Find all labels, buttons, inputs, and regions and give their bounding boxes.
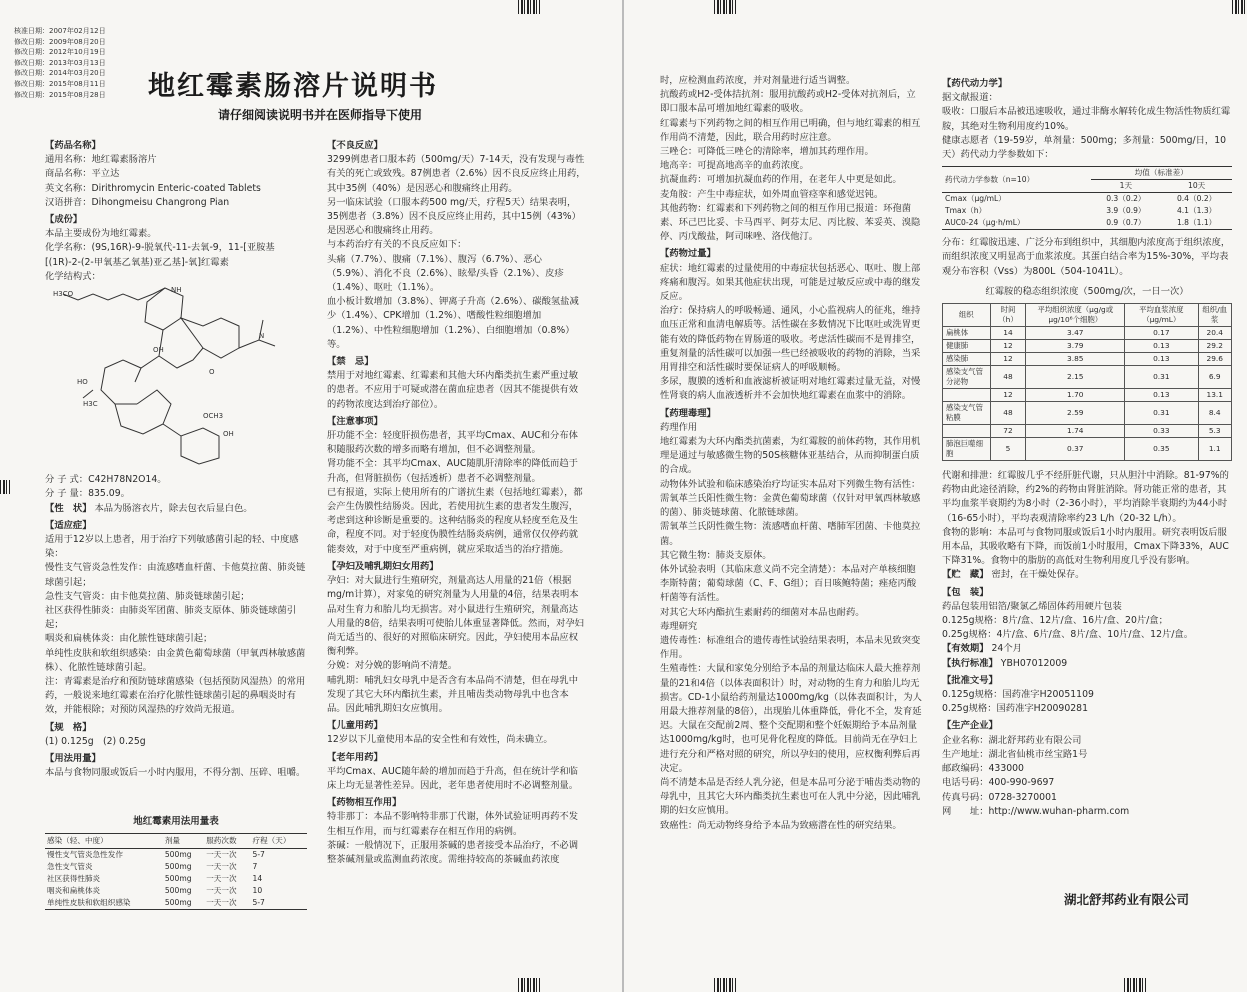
table-cell: 0.35 bbox=[1125, 438, 1198, 461]
table-row bbox=[943, 366, 1232, 389]
revision-date: 修改日期：2013年03月13日 bbox=[14, 58, 106, 67]
text-line: 需氧革兰氏阳性微生物：金黄色葡萄球菌（仅针对甲氧西林敏感的菌）、肺炎链球菌、化脓链球菌。 bbox=[660, 492, 921, 519]
table-row bbox=[943, 340, 1232, 353]
text-line: 其他药物：红霉素和下列药物之间的相互作用已报道：环孢菌素、环己巴比妥、卡马西平、阿芬太尼、丙比胺、苯妥英、溴隐停、丙戊酸盐，阿司咪唑、洛伐他汀。 bbox=[660, 202, 921, 243]
table-row bbox=[943, 353, 1232, 366]
text-line: 本品与食物同服或饭后一小时内服用，不得分割、压碎、咀嚼。 bbox=[45, 767, 306, 779]
text-line: 多尿，腹膜的透析和血液滤析被证明对地红霉素过量无益，对慢性肾衰的病人血液透析并不会加快地红霉素在血浆中的消除。 bbox=[660, 376, 921, 402]
section-heading: 【 批准文号 】 bbox=[942, 674, 1232, 688]
table-cell: 1.8（1.1） bbox=[1161, 217, 1232, 230]
text-line: 企业名称：湖北舒邦药业有限公司 bbox=[942, 734, 1082, 746]
table-cell: 3.85 bbox=[1026, 353, 1125, 366]
text-line: YBH07012009 bbox=[1000, 657, 1068, 669]
svg-text:HO: HO bbox=[77, 378, 88, 387]
text-line: 麦角胺：产生中毒症状，如外周血管痉挛和感觉迟钝。 bbox=[660, 188, 884, 200]
table-header: 组织 bbox=[943, 304, 991, 327]
text-line: 0.25g规格：国药准字H20090281 bbox=[942, 703, 1088, 715]
text-line: 尚不清楚本品是否经人乳分泌，但是本品可分泌于哺齿类动物的母乳中，且其它大环内酯类抗生素也可在人乳中分泌，因此哺乳期的妇女应慎用。 bbox=[660, 776, 921, 817]
text-line: 肝功能不全：轻度肝损伤患者，其平均Cmax、AUC和分布体积随服药次数的增多而略有增加，但不必调整剂量。 bbox=[327, 430, 578, 456]
table-cell: 急性支气管炎 bbox=[47, 861, 93, 871]
revision-date: 修改日期：2015年08月11日 bbox=[14, 79, 106, 88]
text-line: 致癌性：尚无动物终身给予本品为致癌潜在性的研究结果。 bbox=[660, 819, 902, 831]
table-header: 剂量 bbox=[163, 833, 204, 848]
table-cell: 3.9（0.9） bbox=[1106, 206, 1146, 216]
text-line: (1) 0.125g (2) 0.25g bbox=[45, 735, 146, 747]
table-cell: 感染支气管粘膜 bbox=[943, 402, 991, 425]
dose-table-title: 地红霉素用法用量表 bbox=[133, 815, 219, 827]
text-line: 平均Cmax、AUC随年龄的增加而趋于升高，但在统计学和临床上均无显著性差异。因此，老年患者使用时不必调整剂量。 bbox=[327, 765, 579, 791]
text-line: 化学名称：(9S,16R)-9-脱氧代-11-去氧-9，11-[亚胺基[(1R)-2-(2-甲氧基乙氧基)亚乙基]-氧]红霉素 bbox=[45, 242, 275, 268]
section-heading: 【 性 状 】 bbox=[45, 503, 92, 514]
text-line: 社区获得性肺炎：由肺炎军团菌、肺炎支原体、肺炎链球菌引起； bbox=[45, 605, 297, 631]
revision-date: 修改日期：2012年10月19日 bbox=[14, 48, 106, 57]
text-line: 对其它大环内酯抗生素耐药的细菌对本品也耐药。 bbox=[660, 606, 865, 618]
text-line: 抗酸药或H2-受体拮抗剂：服用抗酸药或H2-受体对抗剂后，立即口服本品可增加地红霉素的吸收。 bbox=[660, 89, 916, 115]
table-cell: 0.17 bbox=[1125, 327, 1198, 340]
table-cell: 500mg bbox=[164, 873, 192, 883]
tissue-table-title: 红霉胺的稳态组织浓度（500mg/次，一日一次） bbox=[985, 285, 1189, 297]
svg-text:O: O bbox=[209, 368, 215, 377]
section-heading: 【 药代动力学 】 bbox=[942, 77, 1232, 91]
text-line: 本品为肠溶衣片，除去包衣后显白色。 bbox=[94, 502, 253, 514]
table-header: 平均组织浓度（μg/g或μg/10⁶个细胞） bbox=[1026, 304, 1125, 327]
table-row bbox=[943, 402, 1232, 425]
table-cell: 0.3（0.2） bbox=[1106, 194, 1146, 204]
barcode-mark bbox=[1232, 0, 1246, 14]
text-line: 哺乳期：哺乳妇女母乳中是否含有本品尚不清楚，但在母乳中发现了其它大环内酯抗生素，并且哺齿类动物母乳中也含本品。因此哺乳期妇女应慎用。 bbox=[327, 674, 579, 714]
table-cell bbox=[943, 425, 991, 438]
table-cell: 一天一次 bbox=[206, 849, 237, 859]
text-line: 与本药治疗有关的不良反应如下： bbox=[327, 239, 467, 251]
svg-text:OCH3: OCH3 bbox=[203, 412, 224, 421]
table-header: 10天 bbox=[1161, 180, 1232, 193]
revision-date: 修改日期：2014年03月20日 bbox=[14, 69, 106, 78]
table-cell: 500mg bbox=[164, 885, 192, 895]
text-line: 0.25g规格：4片/盒、6片/盒、8片/盒、10片/盒、12片/盒。 bbox=[942, 629, 1194, 641]
text-line: 据文献报道： bbox=[942, 92, 998, 104]
table-cell: 感染肺 bbox=[943, 353, 991, 366]
table-cell: 0.31 bbox=[1125, 366, 1198, 389]
company-name-footer: 湖北舒邦药业有限公司 bbox=[1064, 892, 1190, 907]
table-cell bbox=[943, 389, 991, 402]
text-line: 急性支气管炎：由卡他莫拉菌、肺炎链球菌引起； bbox=[45, 590, 250, 602]
svg-text:N: N bbox=[259, 332, 265, 341]
table-cell: 1.1 bbox=[1198, 438, 1232, 461]
svg-text:OH: OH bbox=[153, 346, 164, 355]
text-line: 红霉素与下列药物之间的相互作用已明确，但与地红霉素的相互作用尚不清楚，因此，联合用药时应注意。 bbox=[660, 117, 921, 143]
text-line: 适用于12岁以上患者，用于治疗下列敏感菌引起的轻、中度感染： bbox=[45, 534, 299, 560]
section-heading: 【 贮 藏 】 bbox=[942, 569, 989, 580]
table-cell: 0.9（0.7） bbox=[1091, 217, 1162, 230]
text-line: 遗传毒性：标准组合的遗传毒性试验结果表明，本品未见致突变作用。 bbox=[660, 634, 921, 661]
text-line: 症状：地红霉素的过量使用的中毒症状包括恶心、呕吐、腹上部疼痛和腹泻。如果其他症状出现，可能是过敏反应或中毒的继发反应。 bbox=[660, 262, 921, 303]
table-cell: 72 bbox=[990, 425, 1026, 438]
table-cell: 一天一次 bbox=[206, 861, 237, 871]
table-row bbox=[45, 897, 307, 910]
text-line: 汉语拼音：Dihongmeisu Changrong Pian bbox=[45, 196, 230, 208]
text-line: 3299例患者口服本药（500mg/天）7-14天，没有发现与毒性有关的死亡或致残。87例患者（2.6%）因不良反应终止用药，其中35例（40%）是因恶心和腹痛终止用药。 bbox=[327, 154, 586, 194]
text-line: 毒理研究 bbox=[660, 620, 698, 632]
text-line: 地红霉素为大环内酯类抗菌素，为红霉胺的前体药物，其作用机理是通过与敏感微生物的50S核糖体亚基结合，从而抑制蛋白质的合成。 bbox=[660, 436, 921, 476]
column-2 bbox=[327, 136, 587, 986]
text-line: 电话号码：400-990-9697 bbox=[942, 777, 1055, 789]
text-line: 孕妇：对大鼠进行生殖研究，剂量高达人用量的21倍（根据mg/m计算），对家兔的研究剂量为人用量的4倍，结果表明本品对生育力和胎儿均无损害。对小鼠进行生殖研究，剂量高达人用量的8倍，结果表明可使胎儿体重显著降低。然而，对孕妇尚无适当的、很好的对照临床研究。因此，孕妇使用本品应权衡利弊。 bbox=[327, 575, 584, 658]
text-line: 茶碱：一般情况下，正服用茶碱的患者接受本品治疗，不必调整茶碱剂量或监测血药浓度。需维持较高的茶碱血药浓度 bbox=[327, 839, 579, 865]
text-line: 慢性支气管炎急性发作：由流感嗜血杆菌、卡他莫拉菌、肺炎链球菌引起； bbox=[45, 562, 306, 588]
table-header: 服药次数 bbox=[204, 833, 250, 848]
text-line: 商品名称：平立达 bbox=[45, 168, 120, 180]
table-cell: 咽炎和扁桃体炎 bbox=[47, 885, 101, 895]
table-row bbox=[45, 873, 307, 885]
revision-dates bbox=[14, 26, 106, 100]
table-cell: 8.4 bbox=[1198, 402, 1232, 425]
table-cell: 5-7 bbox=[252, 849, 265, 859]
text-line: 食物的影响：本品可与食物同服或饭后1小时内服用。研究表明饭后服用本品，其吸收略有下降，而饭前1小时服用，Cmax下降33%，AUC下降31%。食物中的脂肪的高低对生物利用度几乎没有影响。 bbox=[942, 526, 1229, 567]
table-cell: 一天一次 bbox=[206, 873, 237, 883]
section-heading: 【 适应症 】 bbox=[45, 519, 307, 533]
table-row bbox=[943, 389, 1232, 402]
table-cell: 10 bbox=[252, 885, 263, 895]
text-line: 健康志愿者（19-59岁，单剂量：500mg；多剂量：500mg/日，10天）药代动力学参数如下： bbox=[942, 134, 1227, 161]
table-header: 疗程（天） bbox=[250, 833, 307, 848]
text-line: 化学结构式： bbox=[45, 270, 101, 282]
section-heading: 【 孕妇及哺乳期妇女用药 】 bbox=[327, 560, 587, 574]
text-line: 密封，在干燥处保存。 bbox=[991, 569, 1085, 581]
table-header: 平均血浆浓度（μg/mL） bbox=[1125, 304, 1198, 327]
table-header: 时间（h） bbox=[990, 304, 1026, 327]
text-line: 0.125g规格：8片/盒、12片/盒、16片/盒、20片/盒； bbox=[942, 615, 1168, 627]
table-cell: 500mg bbox=[164, 849, 192, 859]
revision-date: 修改日期：2015年08月28日 bbox=[14, 90, 106, 99]
table-cell: 0.13 bbox=[1125, 340, 1198, 353]
table-cell: 12 bbox=[990, 389, 1026, 402]
text-line: 分娩：对分娩的影响尚不清楚。 bbox=[327, 660, 458, 672]
table-cell: 5-7 bbox=[250, 897, 307, 910]
text-line: 邮政编码：433000 bbox=[942, 763, 1024, 775]
text-line: 血小板计数增加（3.8%）、钾离子升高（2.6%）、碳酸氢盐减少（1.4%）、CPK增加（1.2%）、嗜酸性粒细胞增加（1.2%）、中性粒细胞增加（1.2%）、白细胞增加（0.8%）等。 bbox=[327, 296, 579, 350]
text-line: 通用名称：地红霉素肠溶片 bbox=[45, 154, 157, 166]
text-line: 咽炎和扁桃体炎：由化脓性链球菌引起； bbox=[45, 633, 213, 645]
table-cell: 12 bbox=[990, 353, 1026, 366]
text-line: 禁用于对地红霉素、红霉素和其他大环内酯类抗生素严重过敏的患者。不应用于可疑或潜在菌血症患者（因其不能提供有效的药物浓度达到治疗部位）。 bbox=[327, 370, 579, 410]
text-line: 药品包装用铝箔/聚氯乙烯固体药用硬片包装 bbox=[942, 600, 1122, 612]
table-row bbox=[45, 885, 307, 897]
text-line: 12岁以下儿童使用本品的安全性和有效性，尚未确立。 bbox=[327, 734, 553, 746]
svg-text:H3C: H3C bbox=[83, 400, 98, 409]
table-cell: 0.37 bbox=[1026, 438, 1125, 461]
document-title: 地红霉素肠溶片说明书 bbox=[148, 71, 438, 102]
document-subtitle: 请仔细阅读说明书并在医师指导下使用 bbox=[218, 108, 423, 122]
table-cell: 20.4 bbox=[1198, 327, 1232, 340]
section-heading: 【 有效期 】 bbox=[942, 643, 989, 654]
table-row bbox=[45, 848, 307, 861]
text-line: 单纯性皮肤和软组织感染：由金黄色葡萄球菌（甲氧西林敏感菌株）、化脓性链球菌引起。 bbox=[45, 647, 306, 673]
table-cell: 29.2 bbox=[1198, 340, 1232, 353]
table-cell: 0.13 bbox=[1125, 353, 1198, 366]
section-heading: 【 成份 】 bbox=[45, 213, 307, 227]
text-line: 药理作用 bbox=[660, 421, 698, 433]
table-cell: 0.4（0.2） bbox=[1176, 194, 1217, 204]
text-line: 特非那丁：本品不影响特非那丁代谢，体外试验证明再药不发生相互作用，而与红霉素存在相互作用的病例。 bbox=[327, 811, 579, 837]
table-header: 感染（轻、中度） bbox=[45, 833, 163, 848]
section-heading: 【 包 装 】 bbox=[942, 586, 1232, 600]
revision-date: 修改日期：2009年08月20日 bbox=[14, 37, 106, 46]
column-1 bbox=[45, 136, 307, 986]
section-heading: 【 药品名称 】 bbox=[45, 139, 307, 153]
text-line: 网 址：http://www.wuhan-pharm.com bbox=[942, 805, 1130, 817]
text-line: 吸收：口服后本品被迅速吸收，通过非酶水解转化成生物活性物质红霉胺，其绝对生物利用度约10%。 bbox=[942, 106, 1231, 132]
table-header: 组织/血浆 bbox=[1198, 304, 1232, 327]
text-line: 三唑仑：可降低三唑仑的清除率，增加其药理作用。 bbox=[660, 146, 874, 158]
table-cell: 0.31 bbox=[1125, 402, 1198, 425]
table-cell: 5 bbox=[990, 438, 1026, 461]
table-cell: 社区获得性肺炎 bbox=[47, 873, 101, 883]
pk-parameter-table bbox=[942, 166, 1232, 230]
dose-table bbox=[45, 833, 307, 910]
text-line: 24个月 bbox=[991, 643, 1022, 655]
text-line: 0.125g规格：国药准字H20051109 bbox=[942, 689, 1094, 701]
table-row bbox=[942, 193, 1232, 206]
table-cell: 2.59 bbox=[1026, 402, 1125, 425]
text-line: 动物体外试验和临床感染治疗均证实本品对下列微生物有活性： bbox=[660, 478, 921, 490]
table-row bbox=[45, 861, 307, 873]
table-cell: 扁桃体 bbox=[943, 327, 991, 340]
text-line: 肾功能不全：其平均Cmax、AUC随肌肝清除率的降低而趋于升高，但肾脏损伤（包括透析）患者不必调整剂量。 bbox=[327, 458, 578, 484]
left-page bbox=[0, 0, 622, 992]
section-heading: 【 不良反应 】 bbox=[327, 139, 587, 153]
text-line: 本品主要成份为地红霉素。 bbox=[45, 228, 157, 240]
table-cell: 48 bbox=[990, 402, 1026, 425]
table-cell: 5.3 bbox=[1198, 425, 1232, 438]
table-cell: 3.79 bbox=[1026, 340, 1125, 353]
section-heading: 【 注意事项 】 bbox=[327, 415, 587, 429]
barcode-mark bbox=[0, 480, 10, 494]
table-header: 均值（标准差） bbox=[1091, 167, 1233, 180]
table-cell: 48 bbox=[990, 366, 1026, 389]
table-cell: 0.33 bbox=[1125, 425, 1198, 438]
table-cell: 单纯性皮肤和软组织感染 bbox=[45, 897, 163, 910]
table-cell: Tmax（h） bbox=[945, 206, 987, 216]
text-line: 抗凝血药：可增加抗凝血药的作用，在老年人中更是如此。 bbox=[660, 174, 902, 186]
text-line: 注：青霉素是治疗和预防链球菌感染（包括预防风湿热）的常用药，一般说来地红霉素在治疗化脓性链球菌引起的鼻咽炎时有效，并能根除；对预防风湿热的疗效尚无报道。 bbox=[45, 676, 306, 716]
barcode-mark bbox=[714, 0, 736, 14]
text-line: 传真号码：0728-3270001 bbox=[942, 791, 1057, 803]
text-line: 生产地址：湖北省仙桃市丝宝路1号 bbox=[942, 748, 1088, 760]
section-heading: 【 执行标准 】 bbox=[942, 658, 998, 669]
text-line: 治疗：保持病人的呼吸畅通、通风，小心监视病人的征兆，维持血压正常和血清电解质等。活性碳在多数情况下比呕吐或洗胃更能有效的降低药物在胃肠道的吸收。考虑活性碳而不是胃排空，重复剂量的活性碳可以加强一些已经被吸收的药物的消除，当采用胃排空和活性碳时要保证病人的呼吸顺畅。 bbox=[660, 305, 921, 374]
table-cell: 6.9 bbox=[1198, 366, 1232, 389]
table-cell: 2.15 bbox=[1026, 366, 1125, 389]
text-line: 地高辛：可提高地高辛的血药浓度。 bbox=[660, 160, 809, 172]
table-header: 1天 bbox=[1091, 180, 1162, 193]
table-cell: 3.47 bbox=[1026, 327, 1125, 340]
table-cell: 1.74 bbox=[1026, 425, 1125, 438]
table-row bbox=[943, 438, 1232, 461]
table-cell: 0.13 bbox=[1125, 389, 1198, 402]
table-cell: 健康肺 bbox=[943, 340, 991, 353]
svg-text:NH: NH bbox=[171, 286, 182, 295]
text-line: 体外试验表明（其临床意义尚不完全清楚）：本品对产单核细胞李斯特菌；葡萄球菌（C、F、G组）；百日咳鲍特菌；痤疮丙酸杆菌等有活性。 bbox=[660, 563, 917, 604]
table-cell: 500mg bbox=[163, 897, 204, 910]
table-cell: 13.1 bbox=[1198, 389, 1232, 402]
right-page bbox=[624, 0, 1247, 992]
revision-date: 核准日期：2007年02月12日 bbox=[14, 27, 106, 35]
molecular-weight: 分 子 量：835.09。 bbox=[45, 488, 130, 500]
table-cell: AUC0-24（μg·h/mL） bbox=[942, 217, 1091, 230]
table-cell: 500mg bbox=[164, 861, 192, 871]
table-row bbox=[942, 205, 1232, 217]
text-line: 头痛（7.7%）、腹痛（7.1%）、腹泻（6.7%）、恶心（5.9%）、消化不良（2.6%）、眩晕/头昏（2.1%）、皮疹（1.4%）、呕吐（1.1%）。 bbox=[327, 253, 564, 294]
table-cell: 肺泡巨噬细胞 bbox=[943, 438, 991, 461]
table-row bbox=[942, 217, 1232, 230]
text-line: 已有报道，实际上使用所有的广谱抗生素（包括地红霉素），都会产生伪膜性结肠炎。因此，若使用抗生素的患者发生腹泻，考虑到这种诊断是重要的。这种结肠炎的程度从轻度至危及生命，程度不同。对于轻度伪膜性结肠炎病例，通常仅仅停药就能奏效，对于中度至严重病例，就应采取适当的治疗措施。 bbox=[327, 486, 583, 555]
tissue-concentration-table bbox=[942, 303, 1232, 461]
section-heading: 【 禁 忌 】 bbox=[327, 355, 587, 369]
table-row bbox=[943, 425, 1232, 438]
section-heading: 【 儿童用药 】 bbox=[327, 719, 587, 733]
text-line: 生殖毒性：大鼠和家兔分别给予本品的剂量达临床人最大推荐剂量的21和4倍（以体表面积计）时，对动物的生育力和胎儿均无损害。CD-1小鼠给药剂量达1000mg/kg（以体表面积计，为人用最大推荐剂量的8倍），出现胎儿体重降低，骨化不全，发育延迟。大鼠在交配前2周、整个交配期和整个妊娠期给予本品剂量达1000mg/kg时，也可见骨化程度的降低。目前尚无在孕妇上进行充分和严格对照的研究，所以孕妇的使用，应权衡利弊后再决定。 bbox=[660, 663, 922, 774]
text-line: 分布：红霉胺迅速、广泛分布到组织中，其细胞内浓度高于组织浓度，而组织浓度又明显高于血浆浓度。其蛋白结合率为15%-30%，平均表观分布容积（Vss）为800L（504-1041L）。 bbox=[942, 237, 1231, 277]
table-cell: 14 bbox=[252, 873, 263, 883]
table-cell: 一天一次 bbox=[206, 885, 237, 895]
table-cell: 1.70 bbox=[1026, 389, 1125, 402]
table-cell: 一天一次 bbox=[204, 897, 250, 910]
table-header: 药代动力学参数（n=10） bbox=[942, 167, 1091, 193]
molecular-formula: 分 子 式：C42H78N2O14。 bbox=[45, 474, 167, 486]
text-line: 代谢和排泄：红霉胺几乎不经肝脏代谢，只从胆汁中消除。81-97%的药物由此途径消除，约2%的药物由肾脏消除。肾功能正常的患者，其平均血浆半衰期约为8小时（2-36小时），平均消除半衰期约为44小时（16-65小时），平均表观清除率约23 L/h（20-32 L/h）。 bbox=[942, 470, 1229, 524]
text-line: 需氧革兰氏阴性微生物：流感嗜血杆菌、嗜肺军团菌、卡他莫拉菌。 bbox=[660, 521, 921, 547]
table-cell: 12 bbox=[990, 340, 1026, 353]
barcode-mark bbox=[518, 0, 540, 14]
table-row bbox=[943, 327, 1232, 340]
column-3 bbox=[660, 74, 922, 986]
table-cell: 感染支气管分泌物 bbox=[943, 366, 991, 389]
svg-text:OH: OH bbox=[223, 430, 234, 439]
column-4 bbox=[942, 74, 1232, 986]
text-line: 其它微生物：肺炎支原体。 bbox=[660, 549, 772, 561]
chemical-structure-diagram bbox=[53, 286, 283, 466]
section-heading: 【 药理毒理 】 bbox=[660, 407, 922, 421]
section-heading: 【 规 格 】 bbox=[45, 721, 307, 735]
text-line: 英文名称：Dirithromycin Enteric-coated Tablets bbox=[45, 182, 261, 194]
table-cell: 29.6 bbox=[1198, 353, 1232, 366]
text-line: 另一临床试验（口服本药500 mg/天，疗程5天）结果表明，35例患者（3.8%）因不良反应终止用药，其中15例（43%）是因恶心和腹痛终止用药。 bbox=[327, 196, 581, 237]
svg-text:H3CO: H3CO bbox=[53, 290, 74, 299]
section-heading: 【 药物过量 】 bbox=[660, 247, 922, 261]
table-cell: 4.1（1.3） bbox=[1176, 206, 1217, 216]
table-cell: 慢性支气管炎急性发作 bbox=[47, 849, 123, 859]
section-heading: 【 生产企业 】 bbox=[942, 719, 1232, 733]
table-cell: 14 bbox=[990, 327, 1026, 340]
section-heading: 【 药物相互作用 】 bbox=[327, 796, 587, 810]
section-heading: 【 用法用量 】 bbox=[45, 752, 307, 766]
section-heading: 【 老年用药 】 bbox=[327, 751, 587, 765]
table-cell: Cmax（μg/mL） bbox=[945, 194, 1006, 204]
text-line: 时，应检测血药浓度，并对剂量进行适当调整。 bbox=[660, 75, 856, 86]
table-cell: 7 bbox=[252, 861, 258, 871]
